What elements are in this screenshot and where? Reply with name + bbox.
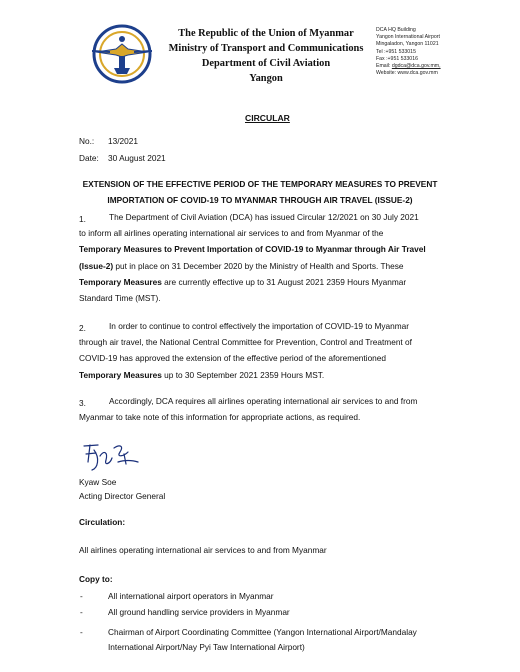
city-name: Yangon bbox=[249, 73, 283, 84]
address-tel: Tel :+951 533015 bbox=[376, 48, 416, 55]
p2-line4 bbox=[79, 367, 441, 383]
signatory-title: Acting Director General bbox=[79, 491, 166, 501]
p3-line1: Accordingly, DCA requires all airlines operating international air services to and from bbox=[109, 396, 418, 406]
circular-date: 30 August 2021 bbox=[108, 153, 166, 163]
address-email-row bbox=[376, 63, 516, 70]
paragraph-2 bbox=[79, 318, 441, 383]
copy-to-bullet-3: - bbox=[80, 627, 83, 637]
p1-line6: Standard Time (MST). bbox=[79, 293, 161, 304]
address-block bbox=[376, 27, 516, 77]
p2-line2: through air travel, the National Central Committee for Prevention, Control and Treatment of bbox=[79, 337, 412, 348]
p1-line2: to inform all airlines operating international air services to and from Myanmar of the bbox=[79, 228, 384, 239]
p1-line4-rest: put in place on 31 December 2020 by the Ministry of Health and Sports. These bbox=[113, 260, 404, 271]
p1-line5-bold: Temporary Measures bbox=[79, 276, 162, 287]
circulation-label: Circulation: bbox=[79, 517, 126, 527]
p1-line3: Temporary Measures to Prevent Importation of COVID-19 to Myanmar through Air Travel bbox=[79, 244, 426, 255]
copy-to-item-2: All ground handling service providers in Myanmar bbox=[108, 607, 290, 617]
p1-line5-rest: are currently effective up to 31 August 2021 2359 Hours Myanmar bbox=[161, 276, 407, 287]
copy-to-bullet-2: - bbox=[80, 607, 83, 617]
signatory-name: Kyaw Soe bbox=[79, 477, 117, 487]
copy-to-label: Copy to: bbox=[79, 574, 113, 584]
p2-line4-rest: up to 30 September 2021 2359 Hours MST. bbox=[161, 369, 325, 380]
paragraph-2-number: 2. bbox=[79, 323, 86, 333]
copy-to-item-3: Chairman of Airport Coordinating Committee (Yangon International Airport/Mandalay bbox=[108, 627, 417, 637]
paragraph-1 bbox=[79, 209, 441, 306]
circular-date-label: Date: bbox=[79, 153, 99, 163]
p2-line1: In order to continue to control effectively the importation of COVID-19 to Myanmar bbox=[109, 321, 410, 331]
p3-line2: Myanmar to take note of this information for appropriate actions, as required. bbox=[79, 412, 361, 423]
subject-line2: IMPORTATION OF COVID-19 TO MYANMAR THROUGH AIR TRAVEL (ISSUE-2) bbox=[107, 195, 413, 205]
paragraph-3 bbox=[79, 393, 441, 425]
circulation-text: All airlines operating international air services to and from Myanmar bbox=[79, 545, 327, 555]
paragraph-3-number: 3. bbox=[79, 398, 86, 408]
ministry-name: Ministry of Transport and Communications bbox=[168, 43, 364, 54]
p1-line1: The Department of Civil Aviation (DCA) has issued Circular 12/2021 on 30 July 2021 bbox=[109, 212, 419, 222]
department-name: Department of Civil Aviation bbox=[201, 58, 331, 69]
address-fax: Fax :+951 533016 bbox=[376, 55, 418, 62]
address-line1: DCA HQ Building bbox=[376, 27, 416, 33]
address-website: Website: www.dca.gov.mm bbox=[376, 70, 438, 77]
p1-line4 bbox=[79, 258, 441, 274]
subject-line1: EXTENSION OF THE EFFECTIVE PERIOD OF THE TEMPORARY MEASURES TO PREVENT bbox=[82, 179, 438, 189]
p1-line4-bold: (Issue-2) bbox=[79, 260, 114, 271]
copy-to-item-1: All international airport operators in Myanmar bbox=[108, 591, 274, 601]
p2-line4-bold: Temporary Measures bbox=[79, 369, 162, 380]
copy-to-item-3-cont: International Airport/Nay Pyi Taw International Airport) bbox=[108, 642, 305, 652]
paragraph-1-number: 1. bbox=[79, 214, 86, 224]
p1-line5 bbox=[79, 274, 441, 290]
p2-line3: COVID-19 has approved the extension of the effective period of the aforementioned bbox=[79, 353, 387, 364]
address-line2: Yangon International Airport bbox=[376, 34, 440, 41]
circular-number-label: No.: bbox=[79, 136, 95, 146]
address-line3: Mingaladon, Yangon 11021 bbox=[376, 41, 439, 48]
circular-heading: CIRCULAR bbox=[245, 113, 290, 123]
circular-number: 13/2021 bbox=[108, 136, 138, 146]
email-label: Email: bbox=[376, 63, 392, 70]
subject-heading bbox=[79, 176, 441, 208]
republic-name: The Republic of the Union of Myanmar bbox=[178, 28, 354, 39]
email-link[interactable]: dgdca@dca.gov.mm, bbox=[391, 63, 441, 70]
copy-to-bullet-1: - bbox=[80, 591, 83, 601]
dca-logo bbox=[90, 22, 154, 86]
handwritten-signature bbox=[80, 440, 142, 476]
header-title-block bbox=[168, 26, 364, 86]
